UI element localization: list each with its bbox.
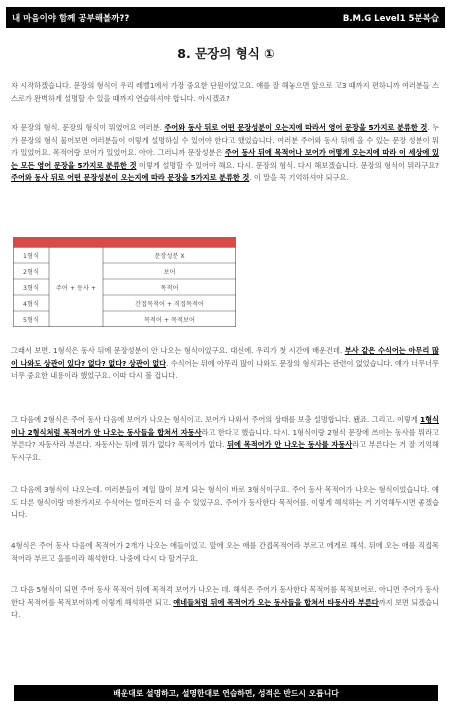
table-row-label-1: 1형식 <box>23 252 39 260</box>
highlighted-phrase: 뒤에 목적어가 안 나오는 동사를 자동사 <box>227 440 353 450</box>
page-title: 8. 문장의 형식 ① <box>177 46 275 61</box>
paragraph-intro: 자 시작하겠습니다. 문장의 형식이 우리 레벨1에서 가장 중요한 단원이었고요. 얘를 잘 해놓으면 앞으로 고3 때까지 편하니까 여러분들 스스로가 완벽하게 설명할 수 있을 때까지 연습하셔야 합니다. 아시겠죠? <box>11 81 439 103</box>
text-segment: 자 문장의 형식. 문장의 형식이 뭐였어요 여러분. <box>11 123 165 132</box>
highlighted-phrase: 부사 같은 수식어는 아무리 많이 나와도 상관이 있다? 없다? 없다? 상관이 없다 <box>11 346 440 368</box>
paragraph-form1 <box>11 345 439 383</box>
highlighted-phrase: 주어와 동사 뒤로 어떤 문장성분이 오는지에 따라서 영어 문장을 5가지로 분류한 것 <box>164 123 428 132</box>
text-segment: . 이 말을 꼭 기억하셔야 되구요. <box>249 173 349 183</box>
table-row-label-5: 5형식 <box>23 316 39 324</box>
table-row-label-2: 2형식 <box>23 268 39 276</box>
header-bar <box>6 7 445 28</box>
table-row-label-3: 3형식 <box>23 284 39 292</box>
text-segment: 이렇게 설명할 수 있어야 해요. 다시. 문장의 형식. 다시 해보겠습니다. 문장의 형식이 뭐라구요? <box>136 160 439 170</box>
text-segment: 그 다음에 2형식은 주어 동사 다음에 보어가 나오는 형식이고. 보어가 나와서 주어의 상태를 보충 설명합니다. 됐죠. 그리고. 이렇게 <box>11 415 421 424</box>
text-segment: 라고 한다고 했습니다. 다시. 1형식이랑 2형식 문장에 쓰이는 동사를 뭐라고 부른다? 자동사라 부른다. 자동사는 뒤에 뭐가 없다? 목적어가 없다. <box>11 427 439 450</box>
highlighted-phrase: 주어와 동사 뒤로 어떤 문장성분이 오는지에 따라 문장을 5가지로 분류한 것 <box>11 173 250 183</box>
highlighted-phrase: 1형식이나 2형식처럼 목적어가 안 나오는 동사들을 합쳐서 자동사 <box>11 415 439 437</box>
footer-text: 배운대로 설명하고, 설명한대로 연습하면, 성적은 반드시 오릅니다 <box>113 688 339 698</box>
table-header-bar <box>13 237 236 247</box>
text-segment: . 수식어는 뒤에 아무리 많이 나와도 문장의 형식과는 관련이 없었습니다. 얘가 너무너무너무 중요한 내용이라 했었구요. 이따 다시 볼 겁니다. <box>11 358 439 381</box>
text-segment: 그래서 보면. 1형식은 동사 뒤에 문장성분이 안 나오는 형식이었구요. 대신에. 우리가 첫 시간에 배운건데. <box>11 346 345 355</box>
text-segment: 라고 부른다는 거 잘 기억해 두시구요. <box>11 440 439 462</box>
table-component-4: 간접목적어 + 직접목적어 <box>135 300 204 308</box>
paragraph-form5 <box>11 584 439 622</box>
paragraph-definition <box>11 122 439 185</box>
highlighted-phrase: 얘네들처럼 뒤에 목적어가 오는 동사들을 합쳐서 타동사라 부른다 <box>173 597 379 607</box>
header-left-text: 내 마음이야 함께 공부해볼까?? <box>12 13 130 24</box>
table-subject-verb-cell: 주어 + 동사 + <box>55 284 97 292</box>
paragraph-form2 <box>11 414 439 464</box>
text-segment: 까지 보면 되겠습니다. <box>11 597 439 620</box>
header-right-text: B.M.G Level1 5분복습 <box>342 13 439 24</box>
paragraph-form4: 4형식은 주어 동사 다음에 목적어가 2개가 나오는 애들이었고. 앞에 오는 애를 간접목적어라 부르고 에게로 해석. 뒤에 오는 애를 직접목적어라 부르고 을를이라 해석한다. 나중에 다시 다 할거구요. <box>11 541 439 563</box>
table-component-1: 문장성분 X <box>154 252 185 260</box>
text-segment: . 누가 문장의 형식 물어보면 여러분들이 이렇게 설명하실 수 있어야 한다고 했었습니다. 여러분 주어와 동사 뒤에 올 수 있는 문장 성분이 뭐가 있었어요. 목적어랑 보어가 있었어요. 아아. 그러니까 문장성분은 <box>11 123 440 158</box>
table-component-5: 목적어 + 목적보어 <box>144 316 195 324</box>
table-row-label-4: 4형식 <box>23 300 39 308</box>
footer-bar <box>14 685 438 701</box>
table-component-2: 보어 <box>163 268 176 276</box>
sentence-form-table <box>13 237 236 327</box>
paragraph-form3: 그 다음에 3형식이 나오는데. 여러분들이 제일 많이 보게 되는 형식이 바로 3형식이구요. 주어 동사 목적어가 나오는 형식이었습니다. 얘도 다른 형식이랑 마찬가지로 수식어는 얼마든지 더 올 수 있었구요. 주어가 동사한다 목적어를. 이렇게 해석하는 거 기억해두시면 좋겠습니다. <box>11 485 439 520</box>
highlighted-phrase: 주어 동사 뒤에 목적어나 보어가 어떻게 오는지에 따라 이 세상에 있는 모든 영어 문장을 5가지로 분류한 것 <box>11 148 439 170</box>
table-component-3: 목적어 <box>160 284 179 292</box>
text-segment: 그 다음 5형식이 되면 주어 동사 목적어 뒤에 목적격 보어가 나오는 데. 해석은 주어가 동사한다 목적어를 목적보어로. 아니면 주어가 동사한다 목적어를 목적보어하게 이렇게 해석하면 되고. <box>11 585 439 607</box>
